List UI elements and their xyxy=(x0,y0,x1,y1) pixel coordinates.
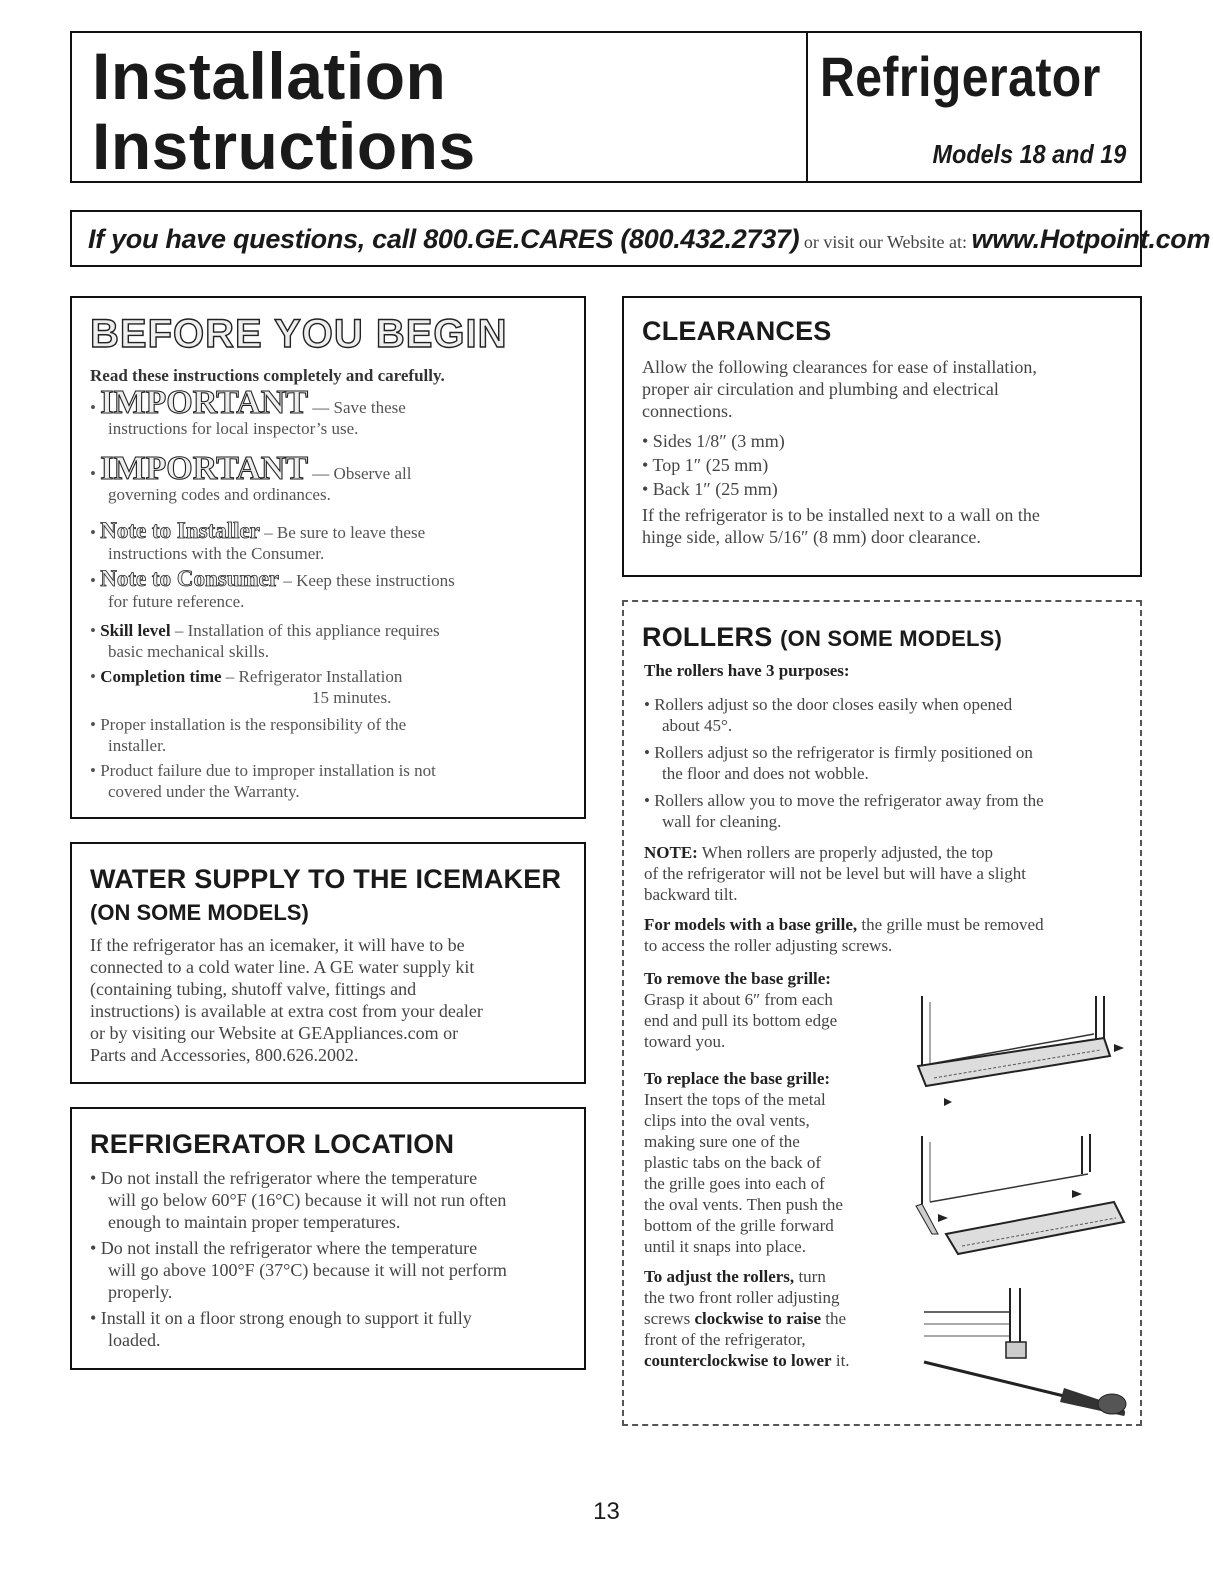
text-line: toward you. xyxy=(644,1032,726,1051)
rollers-subtitle: (ON SOME MODELS) xyxy=(780,626,1003,651)
text-line: about 45°. xyxy=(662,716,733,735)
note-cont: for future reference. xyxy=(108,592,245,611)
note-text: When rollers are properly adjusted, the top xyxy=(697,843,994,862)
grille-label: For models with a base grille, xyxy=(644,915,858,934)
section-title: BEFORE YOU BEGIN xyxy=(90,312,508,356)
text-line: Allow the following clearances for ease of installation, xyxy=(642,357,1037,377)
skill-cont: basic mechanical skills. xyxy=(108,642,269,661)
document-title xyxy=(92,41,476,181)
text-line: hinge side, allow 5/16″ (8 mm) door clearance. xyxy=(642,527,981,547)
rollers-section xyxy=(622,600,1142,1426)
contact-mid: or visit our Website at: xyxy=(799,232,972,252)
text-line: • Rollers adjust so the door closes easily when opened xyxy=(644,695,1013,714)
text-line: the two front roller adjusting xyxy=(644,1288,840,1307)
text-line: wall for cleaning. xyxy=(662,812,782,831)
text-line: enough to maintain proper temperatures. xyxy=(108,1212,401,1232)
note-consumer: • Note to Consumer – Keep these instructions for future reference. xyxy=(90,568,580,612)
before-you-begin-section xyxy=(70,296,586,819)
adjust-text: turn xyxy=(794,1267,826,1286)
important-cont: governing codes and ordinances. xyxy=(108,485,331,504)
replace-label: To replace the base grille: xyxy=(644,1069,831,1088)
important-label: IMPORTANT xyxy=(100,450,309,487)
text-line: plastic tabs on the back of xyxy=(644,1153,822,1172)
text-line: or by visiting our Website at GEAppliances.com or xyxy=(90,1023,459,1043)
replace-grille-illustration xyxy=(902,1130,1128,1260)
clockwise-label: clockwise to raise xyxy=(694,1309,822,1328)
text-line: instructions) is available at extra cost from your dealer xyxy=(90,1001,483,1021)
important-text: — Save these xyxy=(308,398,406,417)
product-title: Refrigerator xyxy=(820,45,1101,108)
intro-text: Read these instructions completely and carefully. xyxy=(90,366,445,385)
note-tilt xyxy=(644,842,1026,905)
water-supply-section xyxy=(70,842,586,1084)
clearance-sides: • Sides 1/8″ (3 mm) xyxy=(642,431,785,451)
clearance-top: • Top 1″ (25 mm) xyxy=(642,455,769,475)
text-line: clips into the oval vents, xyxy=(644,1111,810,1130)
text-line: If the refrigerator has an icemaker, it will have to be xyxy=(90,935,465,955)
note-installer: • Note to Installer – Be sure to leave these instructions with the Consumer. xyxy=(90,520,580,564)
text-line: to access the roller adjusting screws. xyxy=(644,936,893,955)
time-cont: 15 minutes. xyxy=(312,688,392,707)
note-cont: instructions with the Consumer. xyxy=(108,544,325,563)
text-line: the grille goes into each of xyxy=(644,1174,825,1193)
text-line: bottom of the grille forward xyxy=(644,1216,834,1235)
counterclockwise-label: counterclockwise to lower xyxy=(644,1351,832,1370)
base-grille-note xyxy=(644,914,1044,956)
remove-grille-illustration xyxy=(904,994,1126,1114)
text-line: Parts and Accessories, 800.626.2002. xyxy=(90,1045,359,1065)
purpose-1 xyxy=(644,694,1012,736)
section-title xyxy=(642,622,1002,653)
adjust-rollers-steps xyxy=(644,1266,850,1371)
completion-time: • Completion time – Refrigerator Installation 15 minutes. xyxy=(90,666,580,708)
warranty-cont: covered under the Warranty. xyxy=(108,782,300,801)
text-line: backward tilt. xyxy=(644,885,738,904)
adjust-rollers-illustration xyxy=(914,1284,1138,1416)
responsibility-note: • Proper installation is the responsibility of the installer. xyxy=(90,714,580,756)
contact-phone: If you have questions, call 800.GE.CARES (800.432.2737) xyxy=(88,224,800,254)
rollers-title: ROLLERS xyxy=(642,622,773,652)
text-line: of the refrigerator will not be level but will have a slight xyxy=(644,864,1026,883)
models-label: Models 18 and 19 xyxy=(932,139,1126,169)
note-text: – Be sure to leave these xyxy=(259,523,426,542)
purposes-heading xyxy=(644,660,850,681)
note-text: – Keep these instructions xyxy=(279,571,455,590)
important-save: • IMPORTANT — Save these instructions for local inspector’s use. xyxy=(90,392,580,439)
text-line: • Do not install the refrigerator where the temperature xyxy=(90,1238,478,1258)
adjust-label: To adjust the rollers, xyxy=(644,1267,795,1286)
warranty-note: • Product failure due to improper installation is not covered under the Warranty. xyxy=(90,760,580,802)
section-subtitle: (ON SOME MODELS) xyxy=(90,900,309,925)
section-title: WATER SUPPLY TO THE ICEMAKER xyxy=(90,864,562,894)
time-text: – Refrigerator Installation xyxy=(221,667,403,686)
text-line: end and pull its bottom edge xyxy=(644,1011,838,1030)
important-text: — Observe all xyxy=(308,464,412,483)
location-text xyxy=(90,1167,580,1351)
text-line: • Rollers adjust so the refrigerator is firmly positioned on xyxy=(644,743,1033,762)
skill-level: • Skill level – Installation of this appliance requires basic mechanical skills. xyxy=(90,620,580,662)
section-title: REFRIGERATOR LOCATION xyxy=(90,1129,455,1159)
text-line: loaded. xyxy=(108,1330,161,1350)
text-line: will go above 100°F (37°C) because it will not perform xyxy=(108,1260,507,1280)
skill-label: Skill level xyxy=(100,621,171,640)
note-label: Note to Consumer xyxy=(100,566,280,591)
responsibility-cont: installer. xyxy=(108,736,167,755)
text-line: the oval vents. Then push the xyxy=(644,1195,843,1214)
text-line: the floor and does not wobble. xyxy=(662,764,869,783)
text-line: • Install it on a floor strong enough to support it fully xyxy=(90,1308,472,1328)
clearances-text xyxy=(642,356,1132,548)
page-number: 13 xyxy=(593,1498,620,1525)
text-part: screws xyxy=(644,1309,695,1328)
header-product-box xyxy=(806,31,1142,183)
replace-grille-steps xyxy=(644,1068,843,1257)
text-line: connected to a cold water line. A GE water supply kit xyxy=(90,957,475,977)
text-line: • Do not install the refrigerator where the temperature xyxy=(90,1168,478,1188)
text-part: it. xyxy=(831,1351,850,1370)
remove-grille-steps xyxy=(644,968,837,1052)
important-cont: instructions for local inspector’s use. xyxy=(108,419,359,438)
title-line-1: Installation xyxy=(92,39,447,113)
time-label: Completion time xyxy=(100,667,222,686)
text-line: Grasp it about 6″ from each xyxy=(644,990,833,1009)
text-line: • Rollers allow you to move the refrigerator away from the xyxy=(644,791,1044,810)
text-line: proper air circulation and plumbing and electrical xyxy=(642,379,999,399)
text-line: connections. xyxy=(642,401,733,421)
clearance-back: • Back 1″ (25 mm) xyxy=(642,479,778,499)
purpose-2 xyxy=(644,742,1033,784)
text-part: the xyxy=(821,1309,847,1328)
grille-text: the grille must be removed xyxy=(857,915,1044,934)
important-codes: • IMPORTANT — Observe all governing codes and ordinances. xyxy=(90,458,580,505)
text-line: until it snaps into place. xyxy=(644,1237,806,1256)
water-supply-text xyxy=(90,934,580,1066)
website-link[interactable]: www.Hotpoint.com xyxy=(971,224,1211,254)
purpose-3 xyxy=(644,790,1044,832)
text-line: will go below 60°F (16°C) because it will not run often xyxy=(108,1190,507,1210)
purposes-label: The rollers have 3 purposes: xyxy=(644,661,850,680)
remove-label: To remove the base grille: xyxy=(644,969,831,988)
text-line: If the refrigerator is to be installed next to a wall on the xyxy=(642,505,1040,525)
contact-banner xyxy=(70,210,1211,267)
section-title: CLEARANCES xyxy=(642,316,832,346)
text-line: (containing tubing, shutoff valve, fittings and xyxy=(90,979,417,999)
clearances-section xyxy=(622,296,1142,577)
skill-text: – Installation of this appliance requires xyxy=(170,621,440,640)
note-label: NOTE: xyxy=(644,843,698,862)
responsibility-text: Proper installation is the responsibility of the xyxy=(100,715,407,734)
important-label: IMPORTANT xyxy=(100,384,309,421)
text-line: making sure one of the xyxy=(644,1132,800,1151)
title-line-2: Instructions xyxy=(92,109,476,183)
text-line: Insert the tops of the metal xyxy=(644,1090,826,1109)
refrigerator-location-section xyxy=(70,1107,586,1370)
header-title-box xyxy=(70,31,807,183)
warranty-text: Product failure due to improper installation is not xyxy=(100,761,436,780)
text-line: front of the refrigerator, xyxy=(644,1330,806,1349)
note-label: Note to Installer xyxy=(100,518,260,543)
text-line: properly. xyxy=(108,1282,173,1302)
